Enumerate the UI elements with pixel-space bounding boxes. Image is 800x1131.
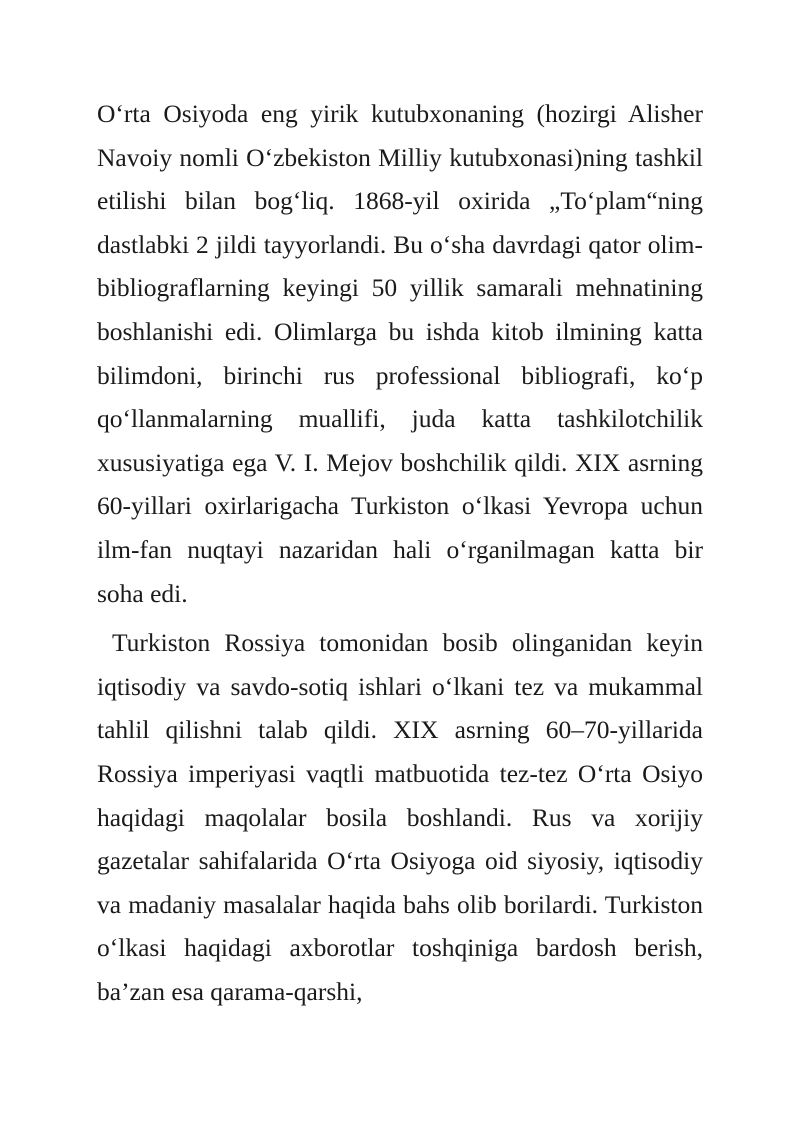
body-paragraph: O‘rta Osiyoda eng yirik kutubxonaning (hozirgi Alisher Navoiy nomli O‘zbekiston Milliy kutubxonasi)ning tashkil etilishi bilan bog‘liq. 1868-yil oxirida „To‘plam“ning dastlabki 2 jildi tayyorlandi. Bu o‘sha davrdagi qator olim-bibliograflarning keyingi 50 yillik samarali mehnatining boshlanishi edi. Olimlarga bu ishda kitob ilmining katta bilimdoni, birinchi rus professional bibliografi, ko‘p qo‘llanmalarning muallifi, juda katta tashkilotchilik xususiyatiga ega V. I. Mejov boshchilik qildi. XIX asrning 60-yillari oxirlarigacha Turkiston o‘lkasi Yevropa uchun ilm-fan nuqtayi nazaridan hali o‘rganilmagan katta bir soha edi. [97, 99, 703, 608]
body-paragraph: Turkiston Rossiya tomonidan bosib olinganidan keyin iqtisodiy va savdo-sotiq ishlari o‘lkani tez va mukammal tahlil qilishni talab qildi. XIX asrning 60–70-yillarida Rossiya imperiyasi vaqtli matbuotida tez-tez O‘rta Osiyo haqidagi maqolalar bosila boshlandi. Rus va xorijiy gazetalar sahifalarida O‘rta Osiyoga oid siyosiy, iqtisodiy va madaniy masalalar haqida bahs olib borilardi. Turkiston o‘lkasi haqidagi axborotlar toshqiniga bardosh berish, ba’zan esa qarama-qarshi, [97, 628, 703, 1006]
document-page [97, 92, 703, 1013]
